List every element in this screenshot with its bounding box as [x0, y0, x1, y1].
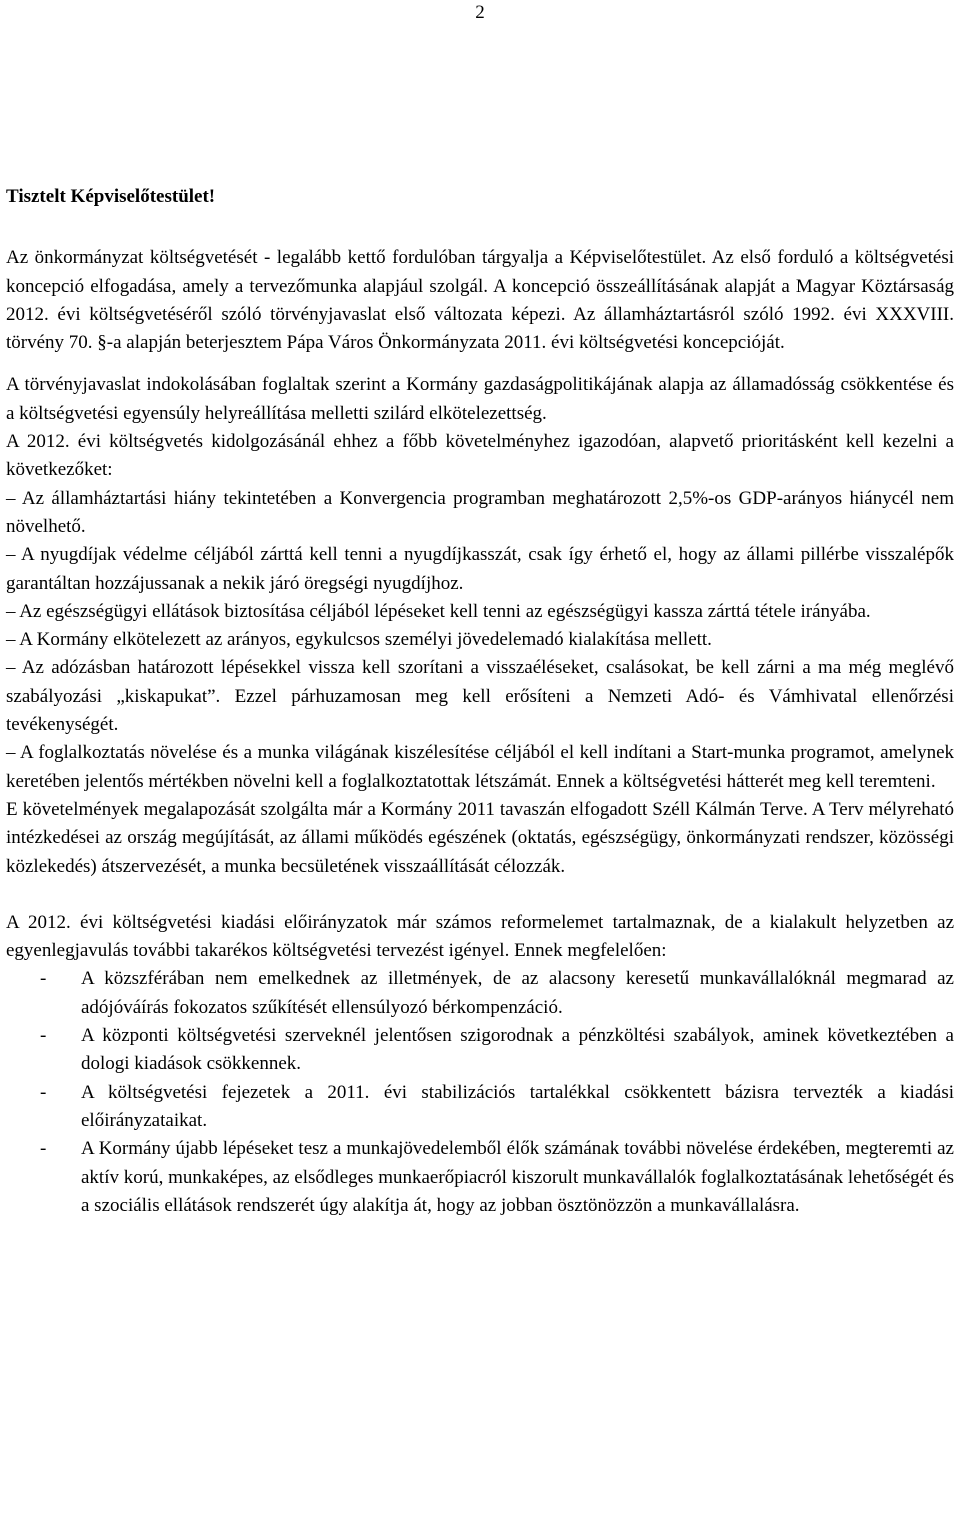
priority-item-health: – Az egészségügyi ellátások biztosítása céljából lépéseket kell tenni az egészségügyi kassza zárttá tétele irányába. [6, 600, 871, 622]
list-item: - A központi költségvetési szerveknél jelentősen szigorodnak a pénzköltési szabályok, aminek következtében a dologi kiadások csökkennek. [6, 1022, 954, 1079]
list-item: - A Kormány újabb lépéseket tesz a munkajövedelemből élők számának további növelése érdekében, megteremti az aktív korú, munkaképes, az elsődleges munkaerőpiacról kiszorult munkavállalók foglalkoztatásának lehetőségét és a szociális ellátások rendszerét úgy alakítja át, hogy az jobban ösztönözzön a munkavállalásra. [6, 1135, 954, 1220]
priority-item-tax: – A Kormány elkötelezett az arányos, egykulcsos személyi jövedelemadó kialakítása mellett. [6, 629, 712, 651]
list-marker: - [40, 1138, 47, 1160]
page-number: 2 [475, 2, 485, 23]
paragraph-szell-kalman-plan: E követelmények megalapozását szolgálta már a Kormány 2011 tavaszán elfogadott Széll Kálmán Terve. A Terv mélyreható intézkedései az ország megújítását, az állami működés egészének (oktatás, egészségügy, önkormányzati rendszer, közösségi közlekedés) átszervezését, a munka becsületének visszaállítását célozzák. [6, 798, 954, 877]
priority-item-deficit: – Az államháztartási hiány tekintetében a Konvergencia programban meghatározott 2,5%-os GDP-arányos hiánycél nem növelhető. [6, 487, 954, 537]
paragraph-expenditure: A 2012. évi költségvetési kiadási előirányzatok már számos reformelemet tartalmaznak, de a kialakult helyzetben az egyenlegjavulás további takarékos költségvetési tervezést igényel. Ennek megfelelően: [6, 911, 954, 962]
salutation-heading: Tisztelt Képviselőtestület! [6, 186, 216, 207]
paragraph-intro: Az önkormányzat költségvetését - legalább kettő fordulóban tárgyalja a Képviselőtestület. Az első forduló a költségvetési koncepció elfogadása, amely a tervezőmunka alapjául szolgál. A koncepció összeállításának alapját a Magyar Köztársaság 2012. évi költségvetéséről szóló törvényjavaslat első változata képezi. Az államháztartásról szóló 1992. évi XXXVIII. törvény 70. §-a alapján beterjesztem Pápa Város Önkormányzata 2011. évi költségvetési koncepcióját. [6, 247, 954, 354]
priority-item-pension: – A nyugdíjak védelme céljából zárttá kell tenni a nyugdíjkasszát, csak így érhető el, hogy az állami pillérbe visszalépők garantáltan hozzájussanak a nekik járó öregségi nyugdíjhoz. [6, 544, 954, 594]
list-marker: - [40, 1025, 47, 1047]
list-marker: - [40, 968, 47, 990]
list-item: - A költségvetési fejezetek a 2011. évi stabilizációs tartalékkal csökkentett bázisra tervezték a kiadási előirányzataikat. [6, 1079, 954, 1136]
paragraph-government-policy: A törvényjavaslat indokolásában foglaltak szerint a Kormány gazdaságpolitikájának alapja az államadósság csökkentése és a költségvetési egyensúly helyreállítása melletti szilárd elkötelezettség. [6, 374, 954, 424]
document-body [6, 183, 954, 1220]
list-item: - A közszférában nem emelkednek az illetmények, de az alacsony keresetű munkavállalóknál megmarad az adójóváírás fokozatos szűkítését ellensúlyozó bérkompenzáció. [6, 965, 954, 1022]
priority-item-employment: – A foglalkoztatás növelése és a munka világának kiszélesítése céljából el kell indítani a Start-munka programot, amelynek keretében jelentős mértékben növelni kell a foglalkoztatottak létszámát. Ennek a költségvetési hátterét meg kell teremteni. [6, 742, 954, 792]
priority-item-tax-evasion: – Az adózásban határozott lépésekkel vissza kell szorítani a visszaéléseket, csalásokat, be kell zárni a ma még meglévő szabályozási „kiskapukat”. Ezzel párhuzamosan meg kell erősíteni a Nemzeti Adó- és Vámhivatal ellenőrzési tevékenységét. [6, 657, 954, 736]
paragraph-priorities: A 2012. évi költségvetés kidolgozásánál ehhez a főbb követelményhez igazodóan, alapvető prioritásként kell kezelni a következőket: [6, 431, 954, 481]
measures-list [6, 965, 954, 1220]
list-marker: - [40, 1081, 47, 1103]
